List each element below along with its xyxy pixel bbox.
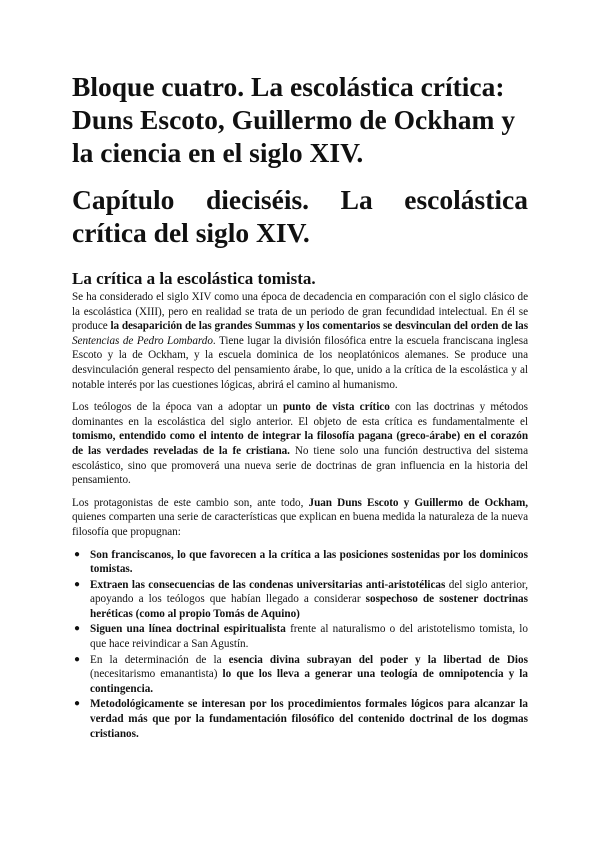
section-title: La crítica a la escolástica tomista.: [72, 269, 316, 288]
list-item: ● Son franciscanos, lo que favorecen a la crítica a las posiciones sostenidas por los dominicos tomistas.: [74, 548, 528, 576]
list-item: ● En la determinación de la esencia divina subrayan del poder y la libertad de Dios (necesitarismo emanantista) lo que los lleva a generar una teología de omnipotencia y la contingencia.: [74, 653, 528, 695]
list-item: ● Metodológicamente se interesan por los procedimientos formales lógicos para alcanzar la verdad más que por la fundamentación filosófico del contenido doctrinal de los dogmas cristianos.: [74, 698, 528, 740]
bullet-icon: ●: [74, 653, 81, 665]
block-title: Bloque cuatro. La escolástica crítica: Duns Escoto, Guillermo de Ockham y la ciencia en el siglo XIV.: [72, 71, 516, 168]
bullet-icon: ●: [74, 698, 81, 710]
bullet-icon: ●: [74, 623, 81, 635]
bullet-icon: ●: [74, 578, 81, 590]
paragraph-1: Se ha considerado el siglo XIV como una época de decadencia en comparación con el siglo clásico de la escolástica (XIII), pero en realidad se trata de un periodo de gran fecundidad intelectual. En él se produce la desaparición de las grandes Summas y los comentarios se desvinculan del orden de las Sentencias de Pedro Lombardo. Tiene lugar la división filosófica entre la escuela franciscana inglesa Escoto y la de Ockham, y la escuela dominica de los neoplatónicos alemanes. Se produce una desvinculación general respecto del pensamiento árabe, lo que, unido a la crítica de la escolástica y al notable interés por las cuestiones lógicas, abrirá el camino al humanismo.: [72, 291, 528, 391]
chapter-title: Capítulo dieciséis. La escolástica crítica del siglo XIV.: [72, 184, 528, 248]
paragraph-3: Los protagonistas de este cambio son, ante todo, Juan Duns Escoto y Guillermo de Ockham, quienes comparten una serie de características que explican en buena medida la naturaleza de la nueva filosofía que propugnan:: [72, 496, 529, 538]
paragraph-2: Los teólogos de la época van a adoptar un punto de vista crítico con las doctrinas y métodos dominantes en la escolástica del siglo anterior. El objeto de esta crítica es fundamentalmente el tomismo, entendido como el intento de integrar la filosofía pagana (greco-árabe) en el corazón de las verdades reveladas de la fe cristiana. No tiene solo una función destructiva del sistema escolástico, sino que promoverá una nueva serie de doctrinas de gran influencia en la historia del pensamiento.: [72, 401, 528, 487]
bullet-icon: ●: [74, 548, 81, 560]
characteristics-list: [72, 548, 528, 742]
list-item: ● Siguen una línea doctrinal espiritualista frente al naturalismo o del aristotelismo tomista, lo que hace reivindicar a San Agustín.: [74, 623, 528, 651]
list-item: ● Extraen las consecuencias de las condenas universitarias anti-aristotélicas del siglo anterior, apoyando a los teólogos que habían llegado a considerar sospechoso de sostener doctrinas heréticas (como al propio Tomás de Aquino): [74, 578, 528, 620]
